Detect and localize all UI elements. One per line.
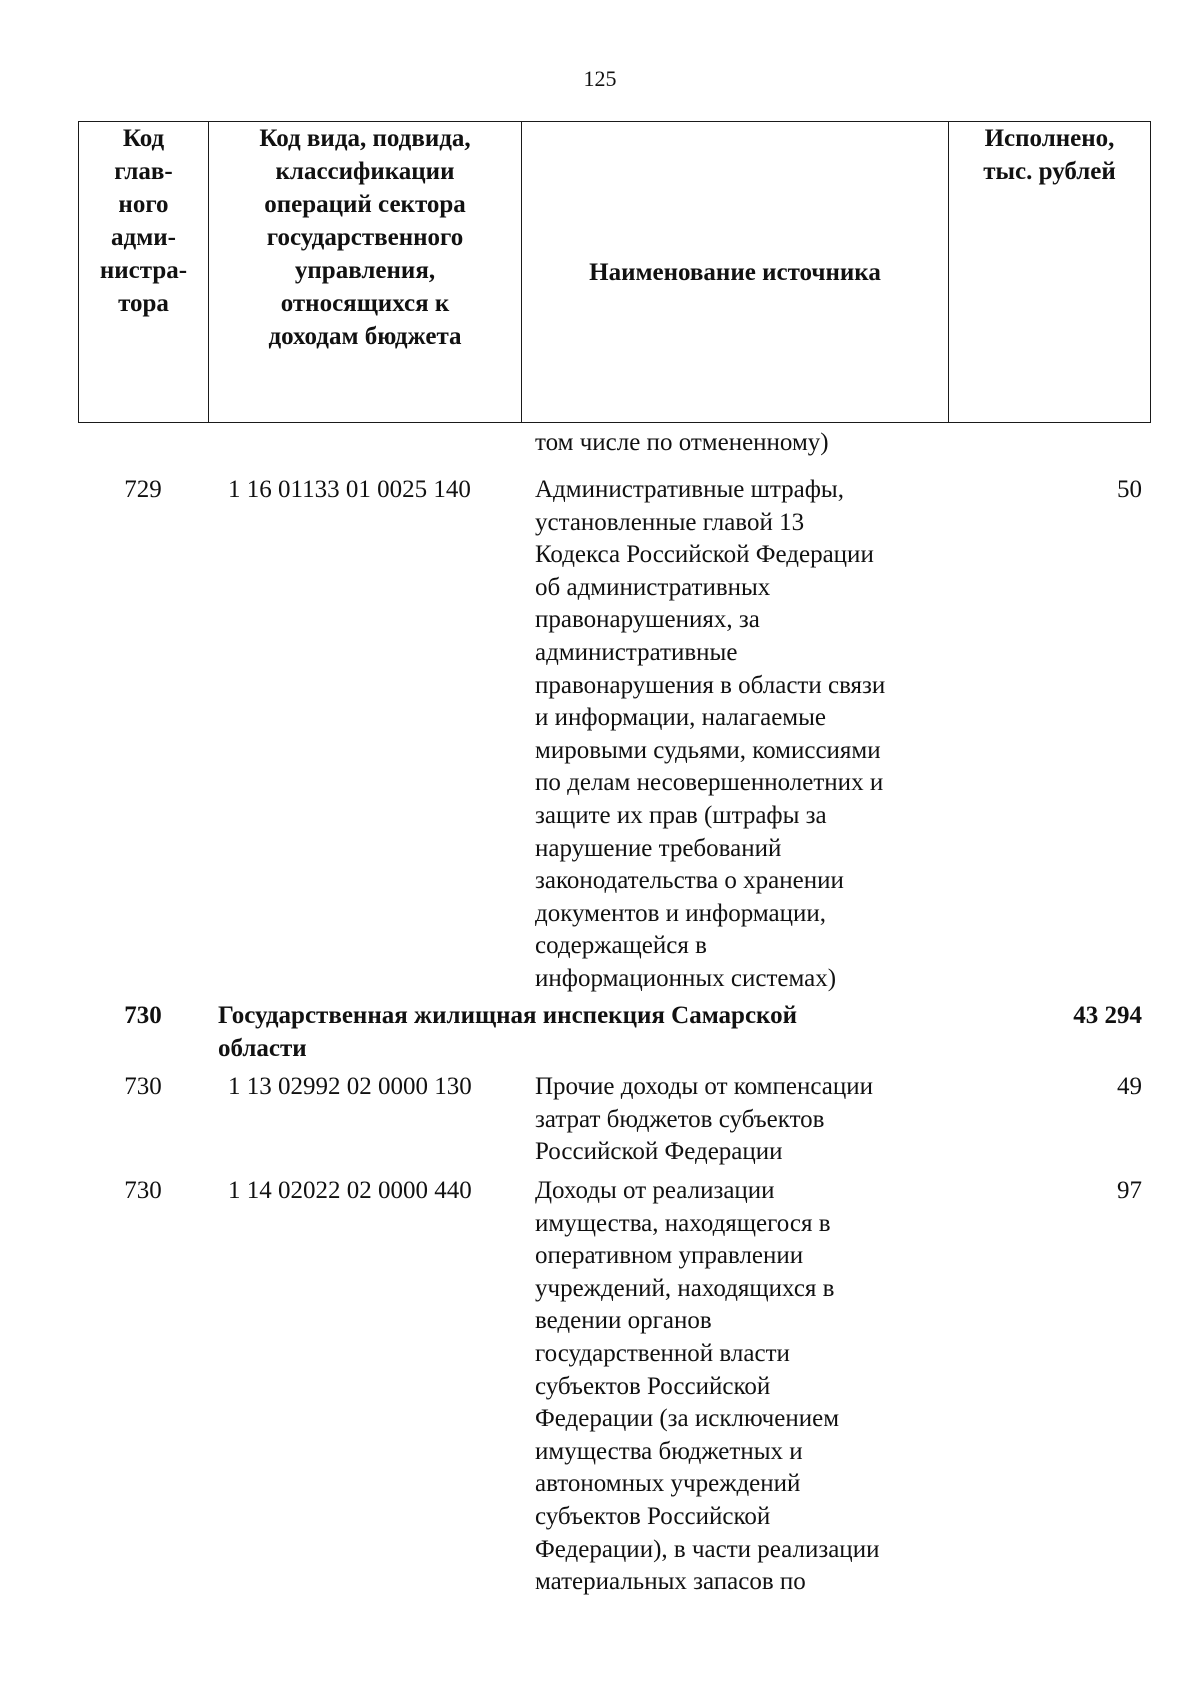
header-source-name (522, 122, 949, 423)
header-admin-code (79, 122, 209, 423)
page-number: 125 (583, 66, 617, 91)
header-line: Код вида, подвида, (259, 125, 471, 152)
organization-name (218, 1000, 938, 1065)
header-line: доходам бюджета (268, 323, 462, 350)
admin-code: 729 (124, 476, 162, 503)
executed-amount: 50 (1117, 476, 1142, 503)
header-line: управления, (294, 257, 436, 284)
name-line: информационных системах) (535, 964, 837, 992)
header-line: тора (118, 290, 169, 317)
name-line: законодательства о хранении (535, 867, 844, 895)
name-line: установленные главой 13 (535, 508, 805, 536)
header-line: Исполнено, (984, 125, 1115, 152)
source-name (535, 1071, 955, 1169)
name-line: содержащейся в (535, 932, 707, 960)
name-line: мировыми судьями, комиссиями (535, 736, 881, 764)
name-line: об административных (535, 573, 771, 601)
header-executed (949, 122, 1151, 423)
name-line: по делам несовершеннолетних и (535, 769, 884, 797)
name-line: Доходы от реализации (535, 1177, 775, 1204)
admin-code: 730 (124, 1073, 162, 1100)
name-line: Федерации), в части реализации (535, 1535, 880, 1563)
executed-amount: 97 (1117, 1177, 1142, 1204)
executed-amount: 49 (1117, 1073, 1142, 1100)
source-name (535, 1175, 955, 1599)
name-line: субъектов Российской (535, 1372, 771, 1400)
classification-code: 1 16 01133 01 0025 140 (228, 476, 471, 503)
header-line: ного (118, 191, 169, 218)
name-line: автономных учреждений (535, 1470, 801, 1498)
name-line: и информации, налагаемые (535, 704, 827, 732)
name-line: имущества бюджетных и (535, 1437, 803, 1465)
header-line: относящихся к (280, 290, 450, 317)
header-line: адми- (111, 224, 176, 251)
header-line: тыс. рублей (983, 158, 1116, 185)
name-line: Федерации (за исключением (535, 1405, 840, 1433)
admin-code: 730 (124, 1177, 162, 1204)
name-line: имущества, находящегося в (535, 1209, 831, 1237)
name-line: субъектов Российской (535, 1502, 771, 1530)
admin-code: 730 (124, 1002, 162, 1029)
table-header (78, 121, 1151, 423)
classification-code: 1 14 02022 02 0000 440 (228, 1177, 472, 1204)
header-line: Код (122, 125, 165, 152)
header-line: нистра- (99, 257, 188, 284)
name-line: ведении органов (535, 1307, 712, 1335)
source-name (535, 474, 955, 996)
name-line: Прочие доходы от компенсации (535, 1073, 873, 1100)
name-line: нарушение требований (535, 834, 782, 862)
name-line: Административные штрафы, (535, 476, 844, 503)
name-line: правонарушениях, за (535, 606, 760, 634)
header-line: Наименование источника (589, 258, 881, 286)
name-line: учреждений, находящихся в (535, 1274, 835, 1302)
continuation-text: том числе по отмененному) (535, 429, 829, 456)
name-line: государственной власти (535, 1339, 790, 1367)
header-line: классификации (275, 158, 455, 185)
header-line: операций сектора (264, 191, 466, 218)
name-line: оперативном управлении (535, 1242, 804, 1270)
name-line: административные (535, 638, 738, 666)
header-type-code (209, 122, 522, 423)
header-line: государственного (266, 224, 464, 251)
executed-amount: 43 294 (1073, 1002, 1142, 1029)
name-line: документов и информации, (535, 899, 826, 927)
org-line: области (218, 1034, 307, 1062)
org-line: Государственная жилищная инспекция Самарской (218, 1002, 798, 1029)
classification-code: 1 13 02992 02 0000 130 (228, 1073, 472, 1100)
name-line: защите их прав (штрафы за (535, 801, 827, 829)
name-line: материальных запасов по (535, 1568, 806, 1596)
name-line: правонарушения в области связи (535, 671, 886, 699)
name-line: затрат бюджетов субъектов (535, 1105, 825, 1133)
header-line: глав- (114, 158, 173, 185)
name-line: Кодекса Российской Федерации (535, 541, 874, 569)
name-line: Российской Федерации (535, 1138, 783, 1166)
